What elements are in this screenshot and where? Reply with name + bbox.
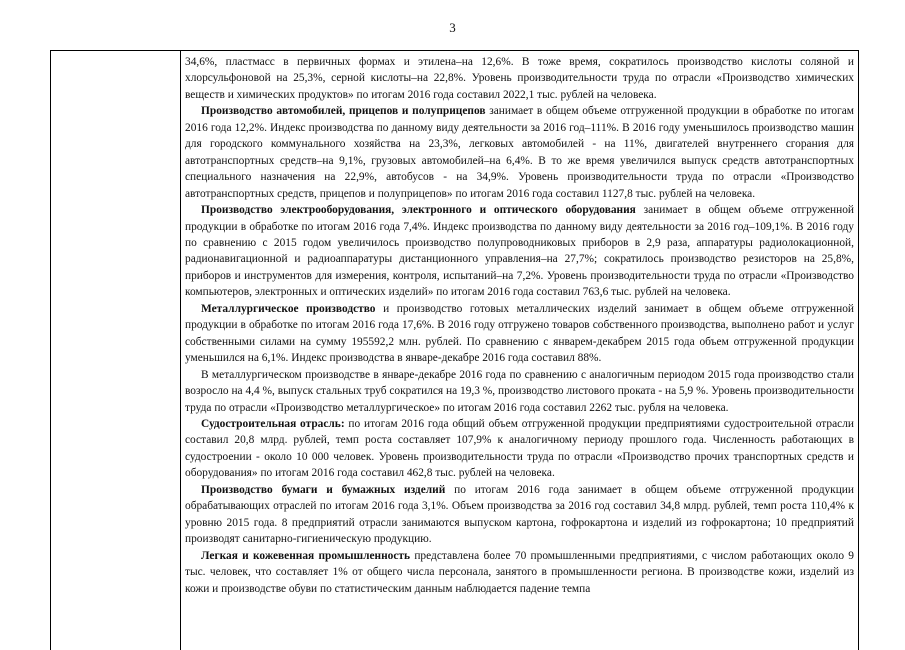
paragraph-heading: Производство бумаги и бумажных изделий [201,483,446,496]
paragraph-text: В металлургическом производстве в январе-декабре 2016 года по сравнению с аналогичным периодом 2015 года производство стали возросло на 4,4 %, выпуск стальных труб сократился на 19,3 %, производство листового проката - на 5,9 %. Уровень производительности труда по отрасли «Производство металлургическое» по итогам 2016 года составил 2262 тыс. рубля на человека. [185,368,854,414]
paragraph-text: занимает в общем объеме отгруженной продукции в обработке по итогам 2016 года 7,4%. Индекс производства по данному виду деятельности за 2016 год–109,1%. В 2016 году по сравнению с 2015 годом увеличилось производство полупроводниковых приборов в 2,9 раза, аппаратуры радиолокационной, радионавигационной и радиоаппаратуры дистанционного управления–на 27,7%; сократилось производство резисторов на 25,8%, приборов и инструментов для измерения, контроля, испытаний–на 7,2%. Уровень производительности труда по отрасли «Производство компьютеров, электронных и оптических изделий» по итогам 2016 года составил 763,6 тыс. рублей на человека. [185,204,854,299]
paragraph-text: по итогам 2016 года занимает в общем объеме отгруженной продукции обрабатывающих отраслей по итогам 2016 года 3,1%. Объем производства за 2016 год составил 34,8 млрд. рублей, темп роста 110,4% к уровню 2015 года. 8 предприятий отрасли занимаются выпуском картона, гофрокартона и изделий из гофрокартона; 10 предприятий производят санитарно-гигиеническую продукцию. [185,483,854,546]
paragraph-heading: Производство автомобилей, прицепов и полуприцепов [201,105,486,118]
paragraph-electrical-equipment [185,202,854,301]
document-table [50,50,859,650]
paragraph-light-industry [185,548,854,597]
table-left-column [51,51,181,650]
paragraph-text: представлена более 70 промышленными предприятиями, с числом работающих около 9 тыс. человек, что составляет 1% от общего числа персонала, занятого в промышленности региона. В производстве кожи, изделий из кожи и производстве обуви по статистическим данным наблюдается падение темпа [185,549,854,595]
paragraph-automobiles [185,103,854,202]
paragraph-heading: Легкая и кожевенная промышленность [201,549,411,562]
paragraph-heading: Производство электрооборудования, электронного и оптического оборудования [201,204,636,217]
paragraph-metallurgy-details [185,367,854,416]
paragraph-shipbuilding [185,416,854,482]
page-number: 3 [449,20,456,35]
paragraph-heading: Судостроительная отрасль: [201,417,345,430]
paragraph-chemicals [185,54,854,103]
paragraph-text: по итогам 2016 года общий объем отгруженной продукции предприятиями судостроительной отрасли составил 20,8 млрд. рублей, темп роста составляет 107,9% к аналогичному периоду прошлого года. Численность работающих в судостроении - около 10 000 человек. Уровень производительности труда по отрасли «Производство прочих транспортных средств и оборудования» по итогам 2016 года составил 462,8 тыс. рублей на человека. [185,417,855,480]
paragraph-heading: Металлургическое производство [201,302,376,315]
paragraph-paper [185,482,854,548]
paragraph-metallurgy [185,301,854,367]
paragraph-text: занимает в общем объеме отгруженной продукции в обработке по итогам 2016 года 12,2%. Индекс производства по данному виду деятельности за 2016 год–111%. В 2016 году уменьшилось производство машин для городского коммунального хозяйства на 23,3%, легковых автомобилей - на 11%, двигателей внутреннего сгорания для автотранспортных средств–на 9,1%, грузовых автомобилей–на 6,4%. В то же время увеличился выпуск средств автотранспортных специального назначения на 22,9%, автобусов - на 34,9%. Уровень производительности труда по отрасли «Производство автотранспортных средств, прицепов и полуприцепов» по итогам 2016 года составил 1127,8 тыс. рублей на человека. [185,105,854,200]
table-text-column [181,51,858,650]
paragraph-text: 34,6%, пластмасс в первичных формах и этилена–на 12,6%. В тоже время, сократилось производство кислоты соляной и хлорсульфоновой на 25,3%, серной кислоты–на 22,8%. Уровень производительности труда по отрасли «Производство химических веществ и химических продуктов» по итогам 2016 года составил 2022,1 тыс. рублей на человека. [185,56,854,101]
paragraph-text: и производство готовых металлических изделий занимает в общем объеме отгруженной продукции в обработке по итогам 2016 года 17,6%. В 2016 году отгружено товаров собственного производства, выполнено работ и услуг собственными силами на сумму 195592,2 млн. рублей. По сравнению с январем-декабрем 2015 года объем отгруженной продукции уменьшился на 6,1%. Индекс производства в январе-декабре 2016 года составил 88%. [185,302,854,365]
